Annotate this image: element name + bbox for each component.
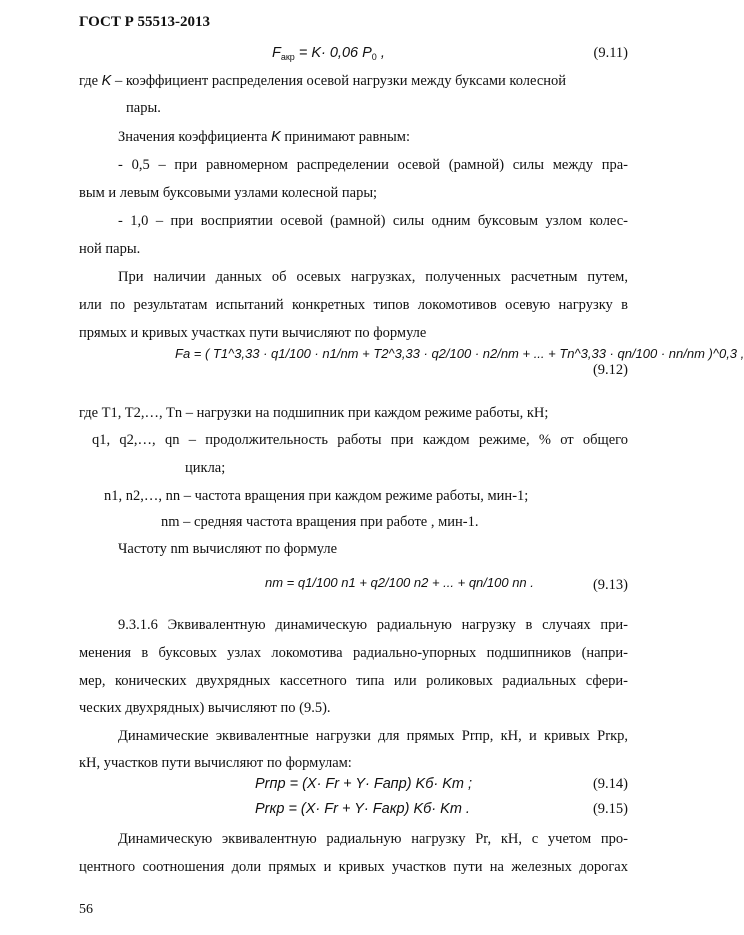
text-line: - 1,0 – при восприятии осевой (рамной) силы одним буксовым узлом колес- — [118, 213, 628, 229]
equation-9-15: Prкр = (X· Fr + Y· Fакр) Kб· Kт . — [255, 801, 470, 817]
equation-number-9-14: (9.14) — [592, 776, 628, 792]
equation-9-11: $F_{акр} = K\cdot 0,06$ $P_0$ , — [272, 45, 385, 62]
text-line: где K – коэффициент распределения осевой нагрузки между буксами колесной — [79, 73, 567, 89]
equation-number-9-11: (9.11) — [593, 45, 628, 61]
text-line: Динамическую эквивалентную радиальную нагрузку Pr, кН, с учетом про- — [118, 831, 628, 847]
text-line: где T1, T2,…, Tn – нагрузки на подшипник при каждом режиме работы, кН; — [79, 405, 549, 421]
text-line: кН, участков пути вычисляют по формулам: — [79, 755, 352, 771]
text-line: ной пары. — [79, 241, 141, 257]
text-line: q1, q2,…, qn – продолжительность работы при каждом режиме, % от общего — [92, 432, 628, 448]
text-line: центного соотношения доли прямых и кривых участков пути на железных дорогах — [79, 859, 628, 875]
document-header: ГОСТ Р 55513-2013 — [79, 14, 211, 30]
equation-9-13: nm = q1/100 n1 + q2/100 n2 + ... + qn/100 nn . — [265, 575, 534, 590]
equation-9-14: Prпр = (X· Fr + Y· Fапр) Kб· Kт ; — [255, 776, 473, 792]
text-line: Динамические эквивалентные нагрузки для прямых Prпр, кН, и кривых Prкр, — [118, 728, 628, 744]
text-line: цикла; — [185, 460, 226, 476]
text-line: При наличии данных об осевых нагрузках, полученных расчетным путем, — [118, 269, 628, 285]
text-line: или по результатам испытаний конкретных типов локомотивов осевую нагрузку в — [79, 297, 628, 313]
text-line: менения в буксовых узлах локомотива радиально-упорных подшипников (напри- — [79, 645, 628, 661]
equation-number-9-12: (9.12) — [592, 362, 628, 378]
page-number: 56 — [79, 902, 93, 917]
text-line: пары. — [126, 100, 161, 116]
text-line: n1, n2,…, nn – частота вращения при каждом режиме работы, мин-1; — [104, 488, 529, 504]
text-line: вым и левым буксовыми узлами колесной пары; — [79, 185, 378, 201]
equation-9-12: Fa = ( T1^3,33 · q1/100 · n1/nm + T2^3,33 · q2/100 · n2/nm + ... + Tn^3,33 · qn/100 · nn/nm )^0,3 , — [175, 346, 744, 361]
text-line: ческих двухрядных) вычисляют по (9.5). — [79, 700, 331, 716]
equation-number-9-15: (9.15) — [592, 801, 628, 817]
text-line: - 0,5 – при равномерном распределении осевой (рамной) силы между пра- — [118, 157, 628, 173]
equation-number-9-13: (9.13) — [592, 577, 628, 593]
text-line: nm – средняя частота вращения при работе , мин-1. — [161, 514, 479, 530]
text-line: мер, конических двухрядных кассетного типа или роликовых радиальных сфери- — [79, 673, 628, 689]
text-line: Частоту nm вычисляют по формуле — [118, 541, 338, 557]
text-line: Значения коэффициента K принимают равным: — [118, 129, 411, 145]
text-line: прямых и кривых участках пути вычисляют по формуле — [79, 325, 427, 341]
text-line: 9.3.1.6 Эквивалентную динамическую радиальную нагрузку в случаях при- — [118, 617, 628, 633]
